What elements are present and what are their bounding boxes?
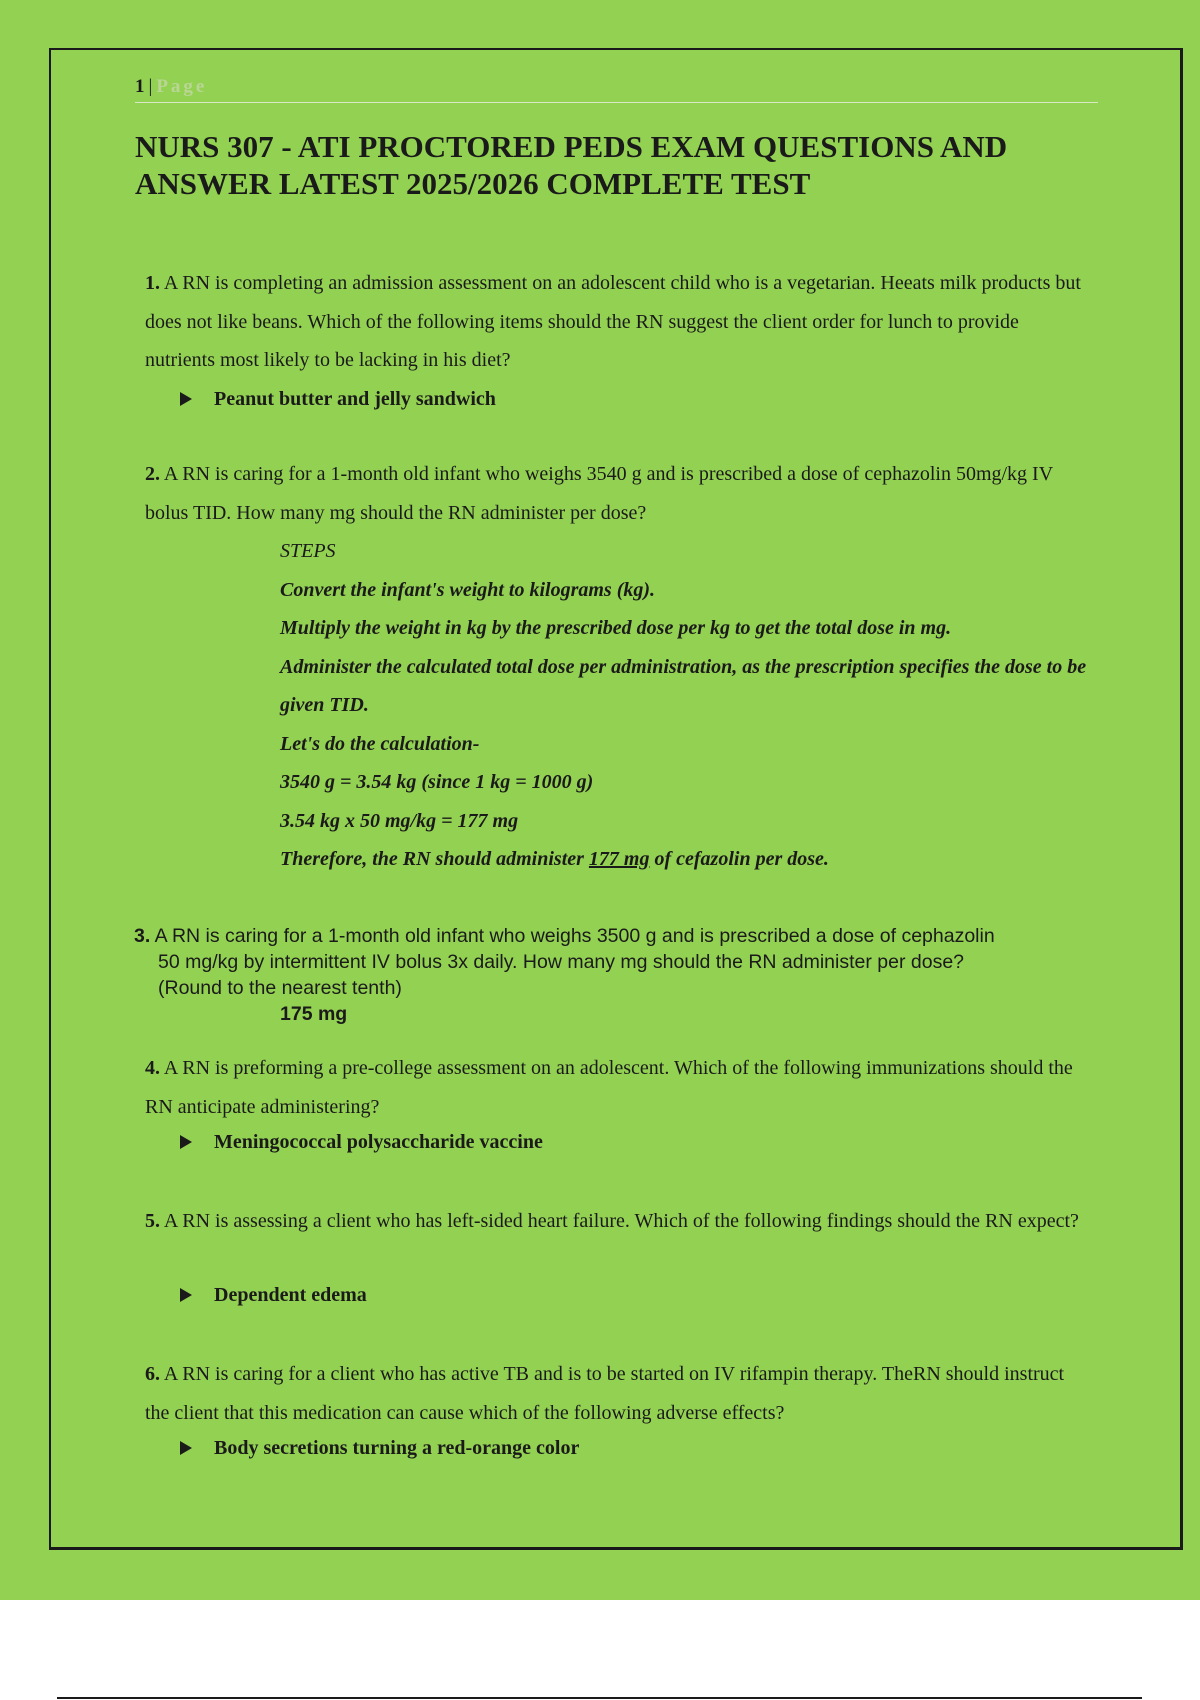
answer-text: 175 mg (280, 1003, 348, 1025)
step-line: Administer the calculated total dose per administration, as the prescription specifies the dose to be given TID. (280, 655, 1087, 716)
question-4 (145, 1049, 1090, 1126)
question-number: 5. (145, 1210, 160, 1232)
answer-6 (180, 1433, 579, 1463)
answer-4 (180, 1127, 543, 1157)
step-line: Let's do the calculation- (280, 732, 480, 755)
answer-5 (180, 1280, 367, 1310)
question-2 (145, 455, 1090, 532)
question-line (134, 925, 995, 947)
page-number: 1 (135, 76, 145, 97)
answer-text: Meningococcal polysaccharide vaccine (214, 1131, 543, 1153)
answer-text: Body secretions turning a red-orange color (214, 1437, 580, 1459)
calculation-steps (280, 532, 1090, 879)
footer-rule (57, 1697, 1142, 1699)
question-number: 4. (145, 1057, 160, 1079)
conclusion-text: Therefore, the RN should administer (280, 848, 589, 870)
question-line: 50 mg/kg by intermittent IV bolus 3x daily. How many mg should the RN administer per dose? (158, 951, 965, 973)
steps-heading: STEPS (280, 540, 336, 562)
question-text: A RN is assessing a client who has left-sided heart failure. Which of the following findings should the RN expect? (163, 1210, 1079, 1232)
answer-1 (180, 384, 496, 414)
arrow-bullet-icon (180, 392, 192, 406)
question-5 (145, 1202, 1090, 1241)
question-number: 6. (145, 1363, 160, 1385)
conclusion-text: of cefazolin per dose. (649, 848, 829, 870)
question-number: 3. (134, 925, 151, 947)
page-label: Page (156, 76, 208, 97)
page-separator: | (148, 76, 153, 97)
question-number: 2. (145, 463, 160, 485)
document-title: NURS 307 - ATI PROCTORED PEDS EXAM QUESTIONS AND ANSWER LATEST 2025/2026 COMPLETE TEST (135, 129, 1008, 201)
question-number: 1. (145, 272, 160, 294)
question-text: A RN is preforming a pre-college assessment on an adolescent. Which of the following immunizations should the RN anticipate administering? (145, 1057, 1073, 1118)
arrow-bullet-icon (180, 1288, 192, 1302)
page-header (135, 72, 1098, 103)
question-1 (145, 264, 1090, 380)
step-line: 3540 g = 3.54 kg (since 1 kg = 1000 g) (280, 771, 594, 793)
step-line: Convert the infant's weight to kilograms (kg). (280, 578, 656, 601)
conclusion-value: 177 mg (588, 848, 650, 870)
step-line: 3.54 kg x 50 mg/kg = 177 mg (280, 809, 519, 832)
question-text: A RN is caring for a 1-month old infant who weighs 3540 g and is prescribed a dose of cephazolin 50mg/kg IV bolus TID. How many mg should the RN administer per dose? (145, 463, 1053, 524)
question-text: A RN is caring for a 1-month old infant who weighs 3500 g and is prescribed a dose of cephazolin (154, 925, 995, 947)
step-conclusion (280, 840, 1090, 879)
answer-text: Dependent edema (214, 1284, 367, 1306)
arrow-bullet-icon (180, 1135, 192, 1149)
question-text: A RN is completing an admission assessment on an adolescent child who is a vegetarian. Heeats milk products but does not like beans. Which of the following items should the RN suggest the client order for lunch to provide nutrients most likely to be lacking in his diet? (145, 272, 1081, 371)
answer-text: Peanut butter and jelly sandwich (214, 388, 496, 410)
arrow-bullet-icon (180, 1441, 192, 1455)
step-line: Multiply the weight in kg by the prescribed dose per kg to get the total dose in mg. (280, 617, 952, 639)
question-3 (134, 923, 1094, 1027)
question-6 (145, 1355, 1090, 1432)
question-line: (Round to the nearest tenth) (158, 977, 402, 999)
question-text: A RN is caring for a client who has active TB and is to be started on IV rifampin therapy. TheRN should instruct the client that this medication can cause which of the following adverse effects? (145, 1363, 1065, 1424)
